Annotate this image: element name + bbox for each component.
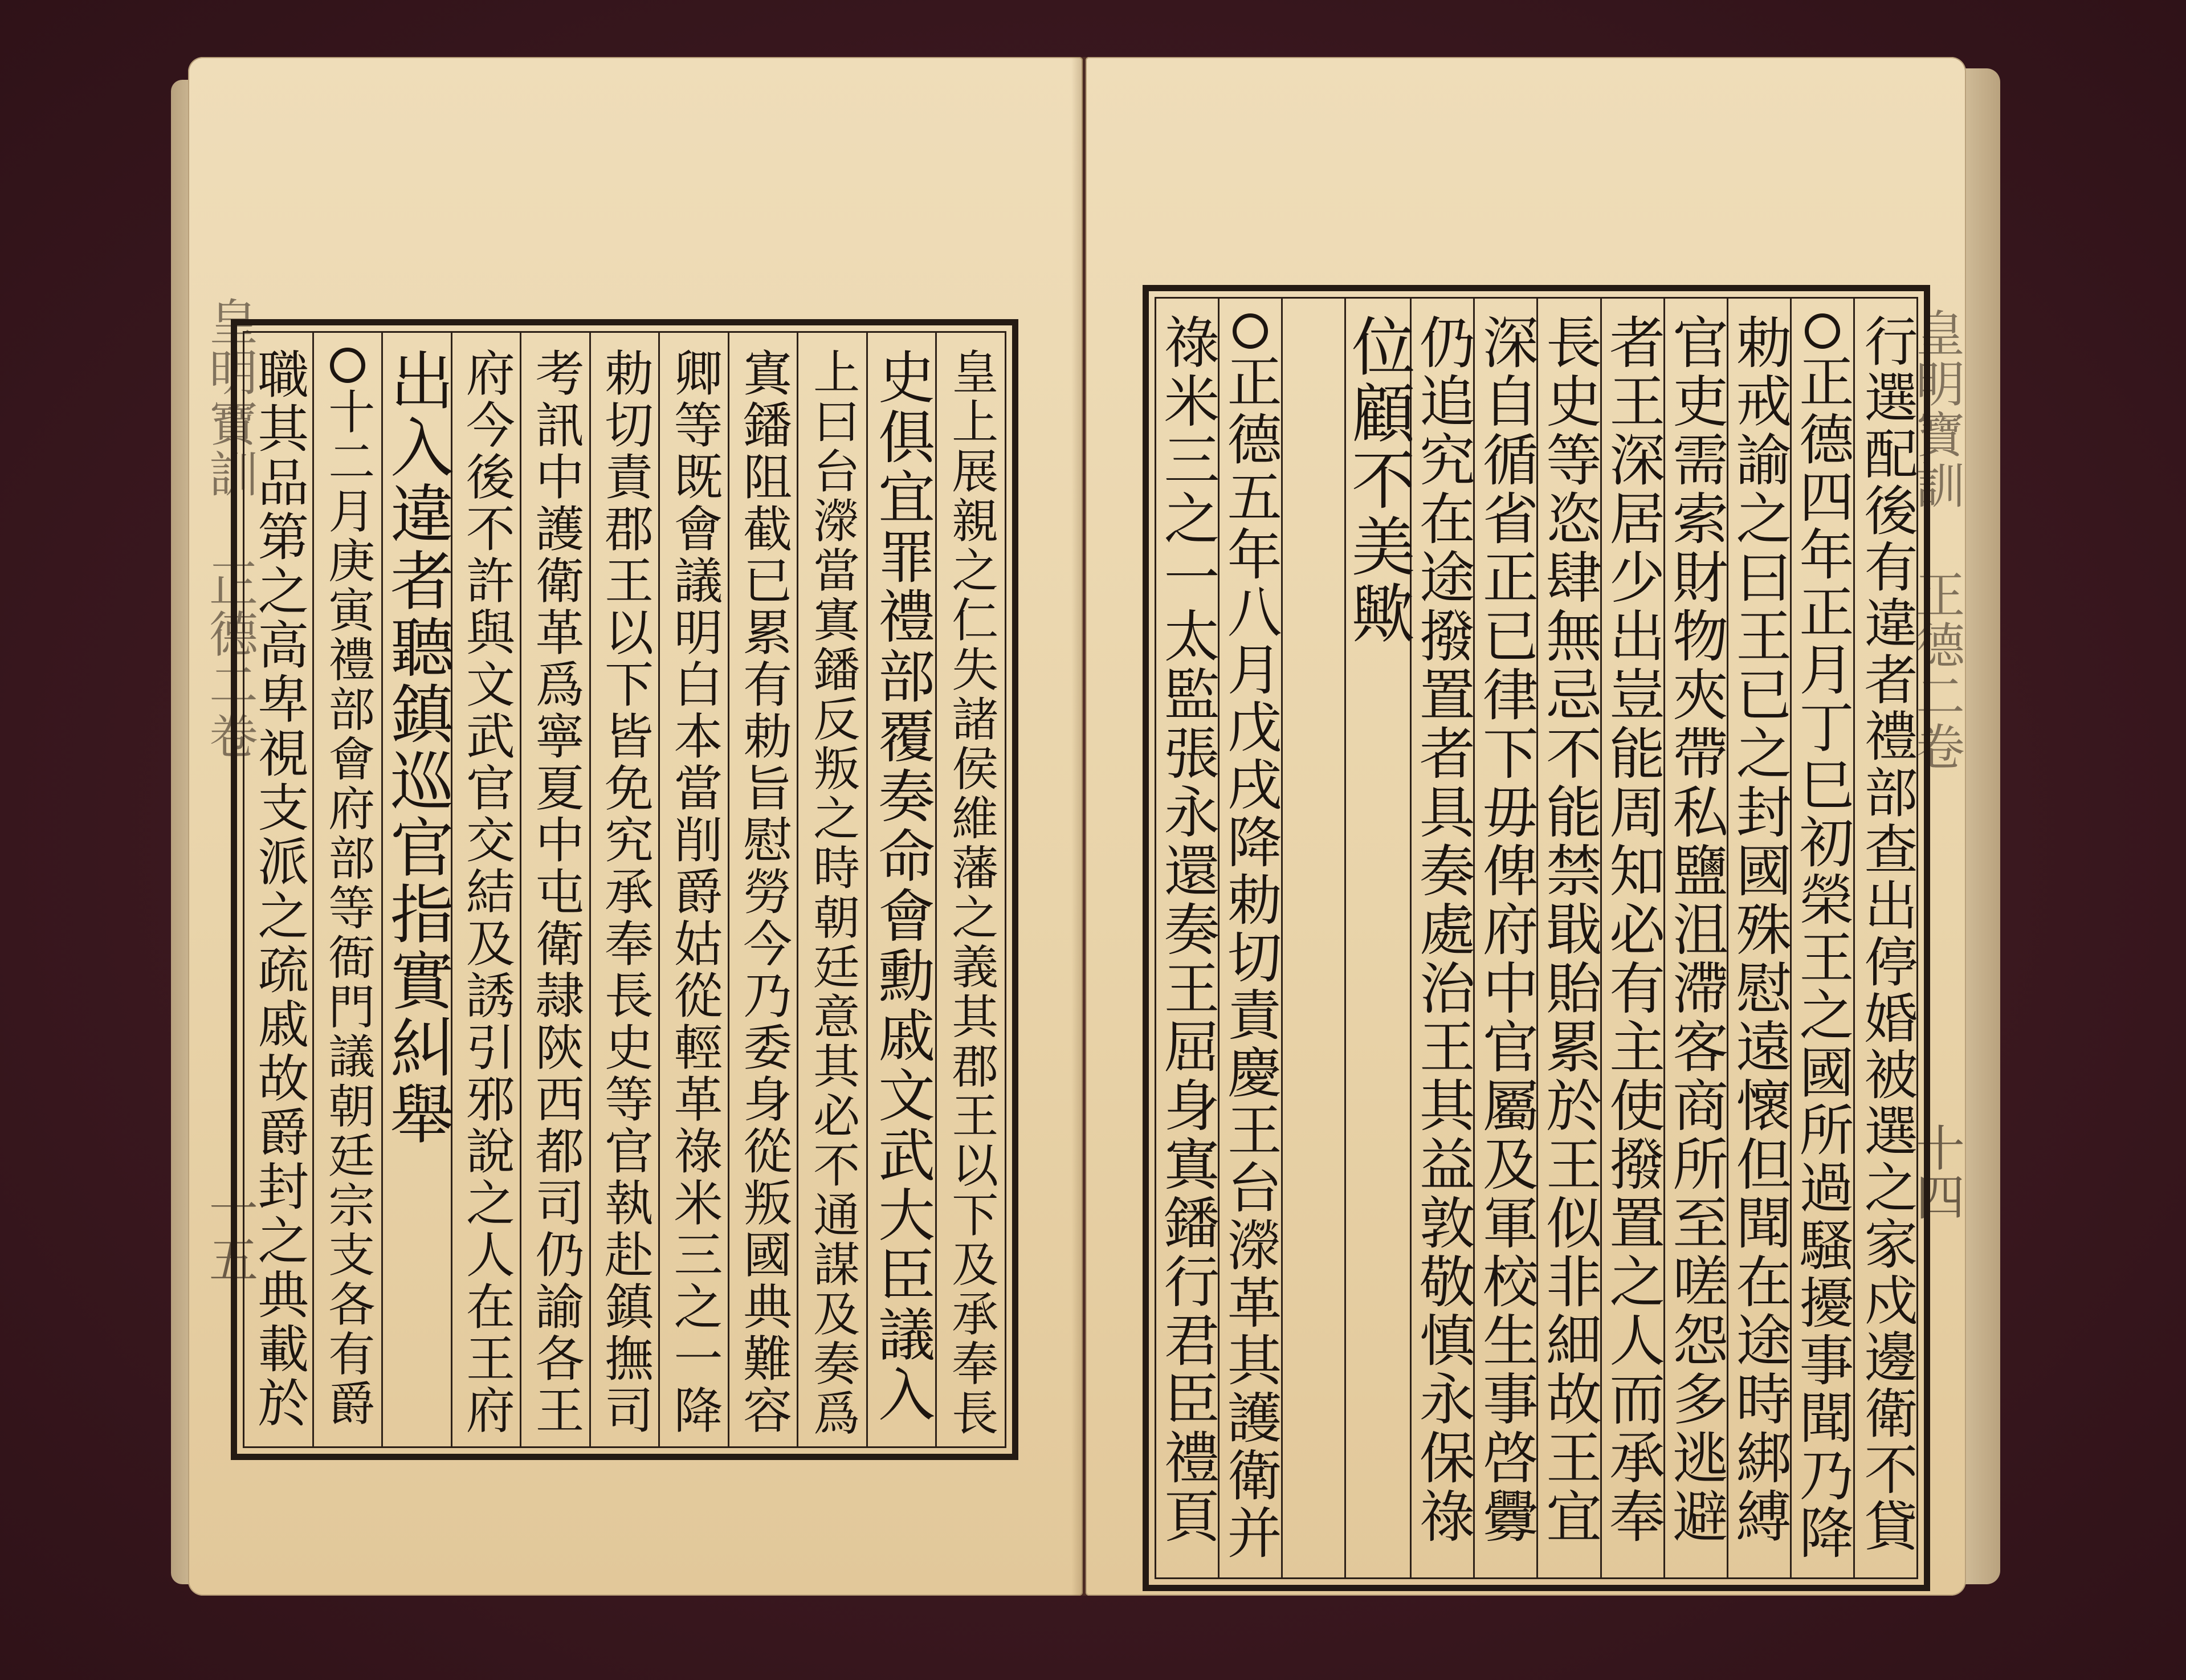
column-text: 府今後不許與文武官交結及誘引邪說之人在王府 bbox=[457, 348, 515, 1437]
text-column bbox=[380, 333, 454, 1446]
circle-paragraph-mark bbox=[1805, 313, 1840, 349]
text-column bbox=[1727, 299, 1790, 1577]
text-column bbox=[1663, 299, 1727, 1577]
left-edge-header: 皇明寶訓 正德二卷 bbox=[201, 296, 258, 761]
column-text: 行選配後有違者禮部查出停婚被選之家戍邊衛不貸 bbox=[1854, 313, 1917, 1555]
text-column bbox=[312, 333, 382, 1446]
column-text: 卿等既會議明白本當削爵姑從輕革祿米三之一降 bbox=[665, 348, 723, 1437]
column-text: 史俱宜罪禮部覆奏命會勳戚文武大臣議入 bbox=[868, 348, 936, 1425]
column-text: 者王深居少出豈能周知必有主使撥置之人而承奉 bbox=[1600, 313, 1665, 1546]
column-text: 位顧不美歟 bbox=[1341, 313, 1416, 647]
left-text-frame bbox=[231, 319, 1018, 1460]
column-text: 長史等恣肆無忌不能禁戢貽累於王似非細故王宜 bbox=[1536, 313, 1602, 1546]
column-text: 皇上展親之仁失諸侯維藩之義其郡王以下及承奉長 bbox=[944, 348, 998, 1438]
column-text: 仍追究在途撥置者具奏處治王其益敦敬慎永保祿 bbox=[1410, 313, 1475, 1546]
column-text: 十二月庚寅禮部會府部等衙門議朝廷宗支各有爵 bbox=[320, 388, 375, 1429]
column-text: 祿米三之一太監張永還奏王屈身寘鐇行君臣禮頁 bbox=[1155, 313, 1220, 1546]
left-column-grid bbox=[244, 333, 1005, 1446]
column-text: 深自循省正已律下毋俾府中官屬及軍校生事啓釁 bbox=[1473, 313, 1539, 1546]
text-column bbox=[866, 333, 936, 1446]
column-text: 勅戒諭之曰王已之封國殊慰遠懷但聞在途時綁縛 bbox=[1726, 313, 1792, 1546]
text-column bbox=[728, 333, 797, 1446]
column-text: 正德五年八月戊戌降勅切責慶王台濴革其護衛并 bbox=[1218, 353, 1283, 1562]
text-column bbox=[1790, 299, 1853, 1577]
right-page bbox=[1086, 57, 1966, 1596]
column-text: 上曰台濴當寘鐇反叛之時朝廷意其必不通謀及奏爲 bbox=[805, 348, 860, 1438]
column-text: 考訊中護衛革爲寧夏中屯衛隷陝西都司仍諭各王 bbox=[527, 348, 584, 1437]
right-edge-header: 皇明寶訓 正德二卷 bbox=[1907, 308, 1964, 772]
column-text: 正德四年正月丁巳初榮王之國所過騷擾事聞乃降 bbox=[1790, 353, 1854, 1562]
column-text: 寘鐇阻截已累有勅旨慰勞今乃委身從叛國典難容 bbox=[735, 348, 792, 1437]
column-text: 職其品第之高卑視支派之疏戚故爵封之典載於 bbox=[248, 348, 309, 1430]
text-column bbox=[1600, 299, 1663, 1577]
text-column bbox=[1156, 299, 1218, 1577]
right-column-grid bbox=[1156, 299, 1916, 1577]
text-column bbox=[520, 333, 589, 1446]
text-column bbox=[935, 333, 1005, 1446]
text-column bbox=[1341, 299, 1416, 1577]
text-column bbox=[244, 333, 312, 1446]
left-edge-page-number: 十五 bbox=[201, 1185, 258, 1283]
text-column bbox=[658, 333, 728, 1446]
left-page bbox=[188, 57, 1083, 1596]
text-column bbox=[1281, 299, 1344, 1577]
right-text-frame bbox=[1143, 285, 1930, 1591]
text-column bbox=[797, 333, 866, 1446]
text-column bbox=[589, 333, 659, 1446]
column-text: 官吏需索財物夾帶私鹽沮滯客商所至嗟怨多逃避 bbox=[1663, 313, 1728, 1546]
text-column bbox=[1853, 299, 1916, 1577]
text-column bbox=[1410, 299, 1473, 1577]
text-column bbox=[451, 333, 520, 1446]
column-text: 勅切責郡王以下皆免究承奉長史等官執赴鎮撫司 bbox=[596, 348, 653, 1437]
text-column bbox=[1473, 299, 1539, 1577]
text-column bbox=[1218, 299, 1281, 1577]
column-text: 出入違者聽鎮巡官指實糾舉 bbox=[380, 348, 454, 1148]
text-column bbox=[1536, 299, 1600, 1577]
circle-paragraph-mark bbox=[1233, 313, 1268, 349]
right-edge-page-number: 十四 bbox=[1907, 1123, 1964, 1221]
circle-paragraph-mark bbox=[330, 348, 365, 383]
